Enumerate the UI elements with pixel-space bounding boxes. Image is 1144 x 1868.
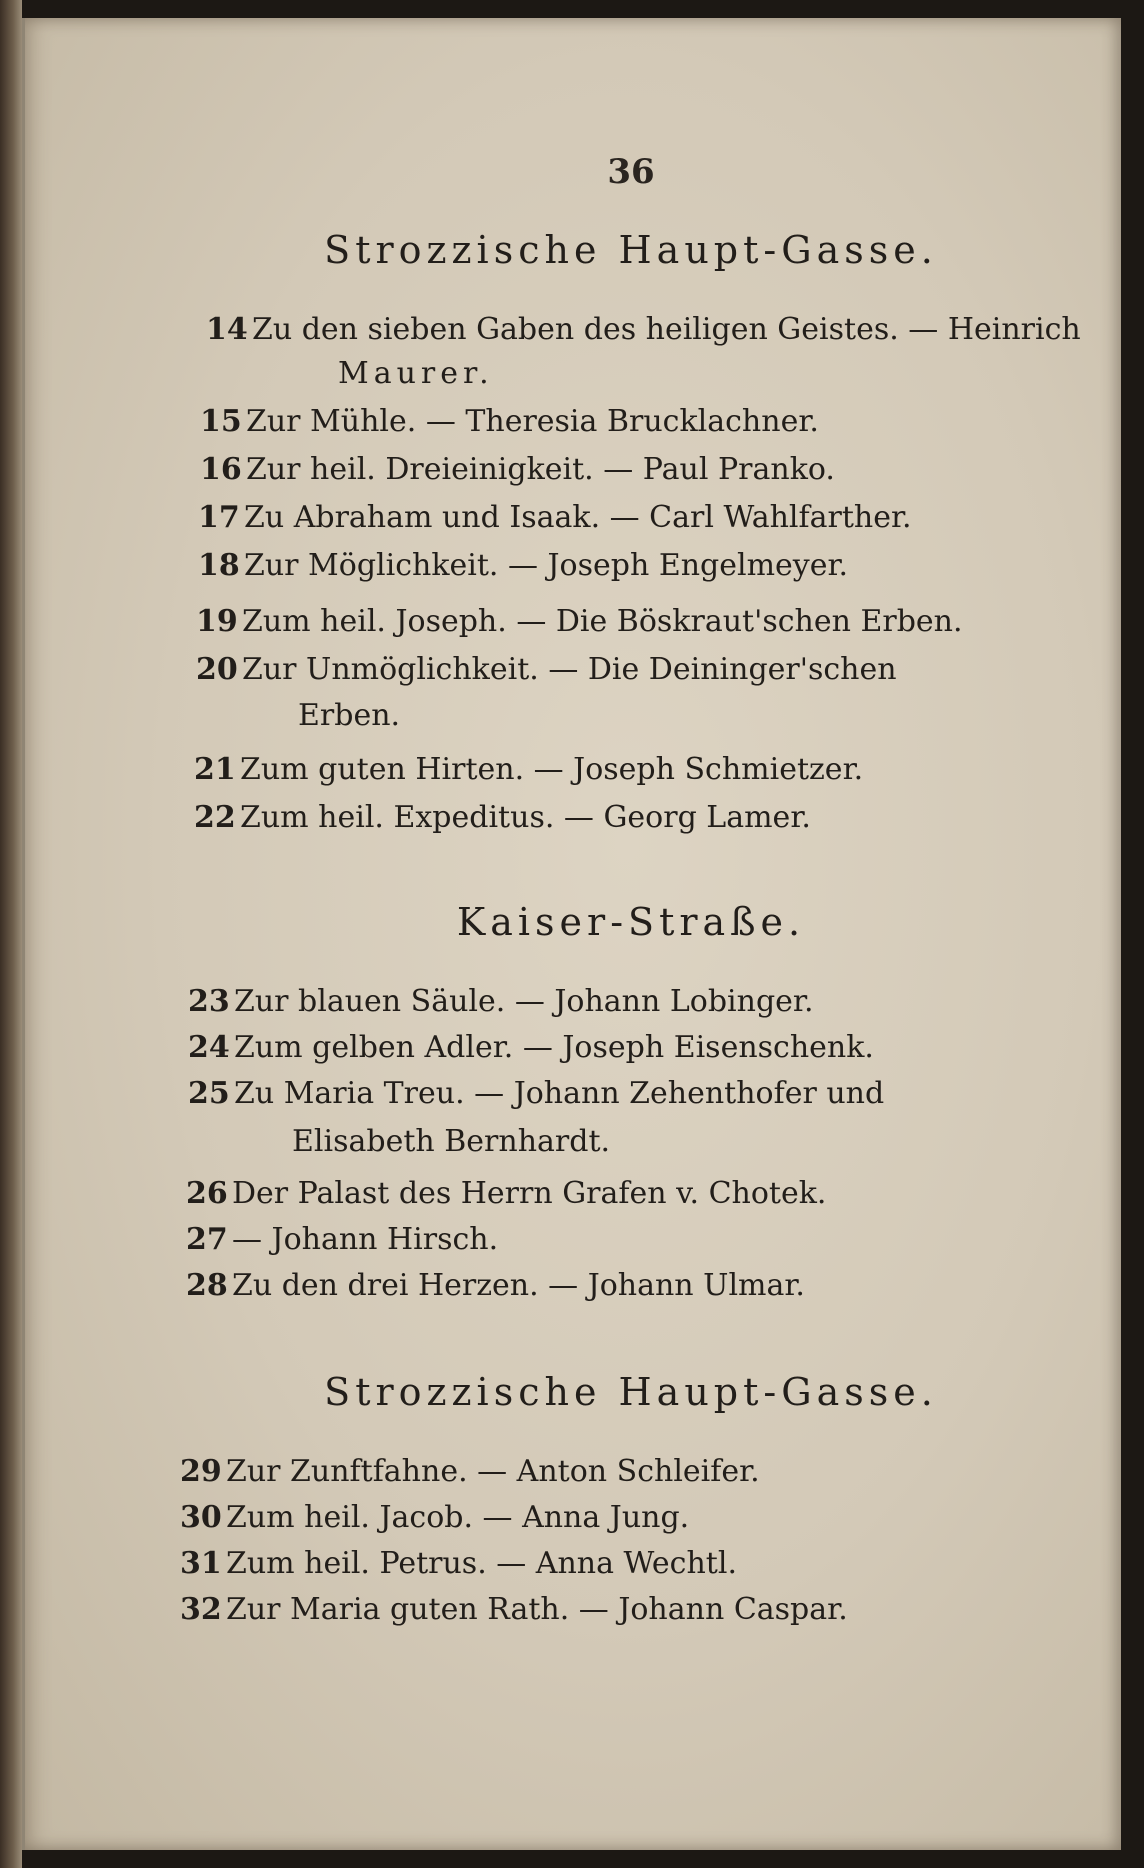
entry-text: Zu Maria Treu. — Johann Zehenthofer und xyxy=(234,1076,885,1111)
entry-24 xyxy=(188,1030,874,1065)
entry-text: Zu den drei Herzen. — Johann Ulmar. xyxy=(232,1268,805,1303)
house-number: 23 xyxy=(188,984,230,1019)
house-number: 19 xyxy=(196,604,238,639)
entry-21 xyxy=(194,752,863,787)
entry-text: — Johann Hirsch. xyxy=(232,1222,499,1257)
house-number: 22 xyxy=(194,800,236,835)
entry-text: Zur Maria guten Rath. — Johann Caspar. xyxy=(226,1592,848,1627)
entry-19 xyxy=(196,604,963,639)
entry-17 xyxy=(198,500,912,535)
page-number: 36 xyxy=(607,152,655,192)
house-number: 15 xyxy=(200,404,242,439)
house-number: 29 xyxy=(180,1454,222,1489)
entry-text: Zum heil. Joseph. — Die Böskraut'schen Erben. xyxy=(242,604,963,639)
entry-26 xyxy=(186,1176,826,1211)
house-number: 20 xyxy=(196,652,238,687)
entry-32 xyxy=(180,1592,848,1627)
entry-text: Zu den sieben Gaben des heiligen Geistes. — Heinrich xyxy=(252,312,1081,347)
entry-15 xyxy=(200,404,819,439)
entry-27 xyxy=(186,1222,498,1257)
entry-text: Zur Mühle. — Theresia Brucklachner. xyxy=(246,404,819,439)
entry-text: Der Palast des Herrn Grafen v. Chotek. xyxy=(232,1176,827,1211)
entry-text: Zur heil. Dreieinigkeit. — Paul Pranko. xyxy=(246,452,835,487)
entry-20-continuation: Erben. xyxy=(298,698,401,733)
entry-28 xyxy=(186,1268,805,1303)
house-number: 26 xyxy=(186,1176,228,1211)
entry-25-continuation: Elisabeth Bernhardt. xyxy=(292,1124,611,1159)
house-number: 14 xyxy=(206,312,248,347)
entry-31 xyxy=(180,1546,737,1581)
section-heading-strozzische-2: Strozzische Haupt-Gasse. xyxy=(324,1370,938,1414)
entry-23 xyxy=(188,984,814,1019)
entry-text: Zur Möglichkeit. — Joseph Engelmeyer. xyxy=(244,548,849,583)
entry-text: Zum gelben Adler. — Joseph Eisenschenk. xyxy=(234,1030,874,1065)
entry-14-continuation: Maurer. xyxy=(338,356,494,391)
house-number: 25 xyxy=(188,1076,230,1111)
section-heading-kaiser-strasse: Kaiser-Straße. xyxy=(456,900,806,944)
house-number: 32 xyxy=(180,1592,222,1627)
house-number: 18 xyxy=(198,548,240,583)
entry-16 xyxy=(200,452,835,487)
entry-20 xyxy=(196,652,897,687)
section-heading-strozzische-1: Strozzische Haupt-Gasse. xyxy=(324,228,938,272)
house-number: 31 xyxy=(180,1546,222,1581)
entry-text: Zum heil. Expeditus. — Georg Lamer. xyxy=(240,800,811,835)
entry-29 xyxy=(180,1454,760,1489)
entry-14 xyxy=(206,312,1081,347)
house-number: 27 xyxy=(186,1222,228,1257)
entry-text: Zur Zunftfahne. — Anton Schleifer. xyxy=(226,1454,760,1489)
entry-18 xyxy=(198,548,848,583)
house-number: 21 xyxy=(194,752,236,787)
entry-text: Zur Unmöglichkeit. — Die Deininger'schen xyxy=(242,652,897,687)
entry-30 xyxy=(180,1500,689,1535)
entry-text: Zum heil. Jacob. — Anna Jung. xyxy=(226,1500,690,1535)
house-number: 28 xyxy=(186,1268,228,1303)
house-number: 17 xyxy=(198,500,240,535)
house-number: 16 xyxy=(200,452,242,487)
entry-text: Zum guten Hirten. — Joseph Schmietzer. xyxy=(240,752,864,787)
entry-text: Zur blauen Säule. — Johann Lobinger. xyxy=(234,984,814,1019)
entry-22 xyxy=(194,800,811,835)
entry-text: Zu Abraham und Isaak. — Carl Wahlfarther. xyxy=(244,500,912,535)
entry-25 xyxy=(188,1076,884,1111)
entry-text: Zum heil. Petrus. — Anna Wechtl. xyxy=(226,1546,737,1581)
house-number: 30 xyxy=(180,1500,222,1535)
house-number: 24 xyxy=(188,1030,230,1065)
